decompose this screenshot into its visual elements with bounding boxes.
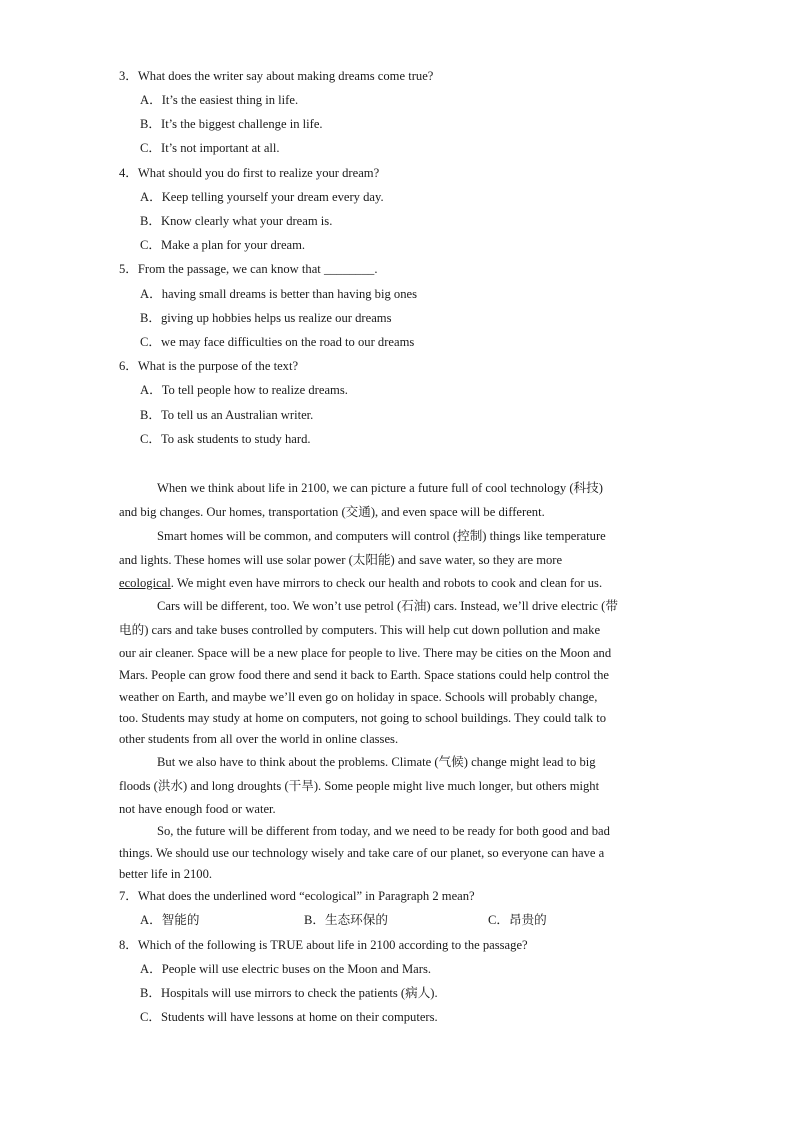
passage-p5-line-3: better life in 2100. <box>119 867 213 881</box>
question-5-stem: 5．From the passage, we can know that ________. <box>119 262 378 276</box>
question-8-option-b: B．Hospitals will use mirrors to check the patients (病人). <box>140 986 438 1000</box>
question-5-option-b: B．giving up hobbies helps us realize our dreams <box>140 311 392 325</box>
passage-p2-line-1: Smart homes will be common, and computers will control (控制) things like temperature <box>157 529 606 543</box>
underlined-word-ecological: ecological <box>119 576 171 590</box>
question-5-option-a: A．having small dreams is better than having big ones <box>140 287 418 301</box>
passage-p3-line-4: Mars. People can grow food there and send it back to Earth. Space stations could help control the <box>119 668 609 682</box>
question-6-option-c: C．To ask students to study hard. <box>140 432 311 446</box>
question-5-option-c: C．we may face difficulties on the road to our dreams <box>140 335 415 349</box>
passage-p2-line-3-rest: . We might even have mirrors to check our health and robots to cook and clean for us. <box>170 576 603 590</box>
question-7-option-c: C．昂贵的 <box>488 913 547 927</box>
passage-p2-line-2: and lights. These homes will use solar power (太阳能) and save water, so they are more <box>119 553 563 567</box>
question-8-option-a: A．People will use electric buses on the Moon and Mars. <box>140 962 431 976</box>
question-4-stem: 4．What should you do first to realize your dream? <box>119 166 380 180</box>
question-6-option-a: A．To tell people how to realize dreams. <box>140 383 348 397</box>
passage-p1-line-2: and big changes. Our homes, transportation (交通), and even space will be different. <box>119 505 545 519</box>
passage-p5-line-1: So, the future will be different from today, and we need to be ready for both good and bad <box>157 824 610 838</box>
question-6-option-b: B．To tell us an Australian writer. <box>140 408 314 422</box>
passage-p3-line-6: too. Students may study at home on computers, not going to school buildings. They could talk to <box>119 711 607 725</box>
passage-p3-line-7: other students from all over the world in online classes. <box>119 732 399 746</box>
passage-p3-line-2: 电的) cars and take buses controlled by computers. This will help cut down pollution and make <box>119 623 601 637</box>
passage-p4-line-3: not have enough food or water. <box>119 802 276 816</box>
passage-p3-line-5: weather on Earth, and maybe we’ll even go on holiday in space. Schools will probably change, <box>119 690 598 704</box>
question-8-stem: 8．Which of the following is TRUE about life in 2100 according to the passage? <box>119 938 528 952</box>
question-7-option-b: B．生态环保的 <box>304 913 388 927</box>
passage-p4-line-1: But we also have to think about the problems. Climate (气候) change might lead to big <box>157 755 596 769</box>
question-3-stem: 3．What does the writer say about making dreams come true? <box>119 69 434 83</box>
question-3-option-c: C．It’s not important at all. <box>140 141 280 155</box>
question-7-stem: 7．What does the underlined word “ecological” in Paragraph 2 mean? <box>119 889 475 903</box>
passage-p2-line-3 <box>119 575 671 591</box>
question-6-stem: 6．What is the purpose of the text? <box>119 359 299 373</box>
question-4-option-b: B．Know clearly what your dream is. <box>140 214 333 228</box>
question-7-option-a: A．智能的 <box>140 913 200 927</box>
passage-p5-line-2: things. We should use our technology wisely and take care of our planet, so everyone can have a <box>119 846 605 860</box>
passage-p4-line-2: floods (洪水) and long droughts (干旱). Some people might live much longer, but others might <box>119 779 600 793</box>
question-8-option-c: C．Students will have lessons at home on their computers. <box>140 1010 438 1024</box>
question-3-option-a: A．It’s the easiest thing in life. <box>140 93 299 107</box>
passage-p3-line-1: Cars will be different, too. We won’t use petrol (石油) cars. Instead, we’ll drive electric (带 <box>157 599 618 613</box>
passage-p1-line-1: When we think about life in 2100, we can picture a future full of cool technology (科技) <box>157 481 603 495</box>
question-4-option-c: C．Make a plan for your dream. <box>140 238 306 252</box>
question-3-option-b: B．It’s the biggest challenge in life. <box>140 117 323 131</box>
passage-p3-line-3: our air cleaner. Space will be a new place for people to live. There may be cities on the Moon and <box>119 646 612 660</box>
question-4-option-a: A．Keep telling yourself your dream every day. <box>140 190 384 204</box>
